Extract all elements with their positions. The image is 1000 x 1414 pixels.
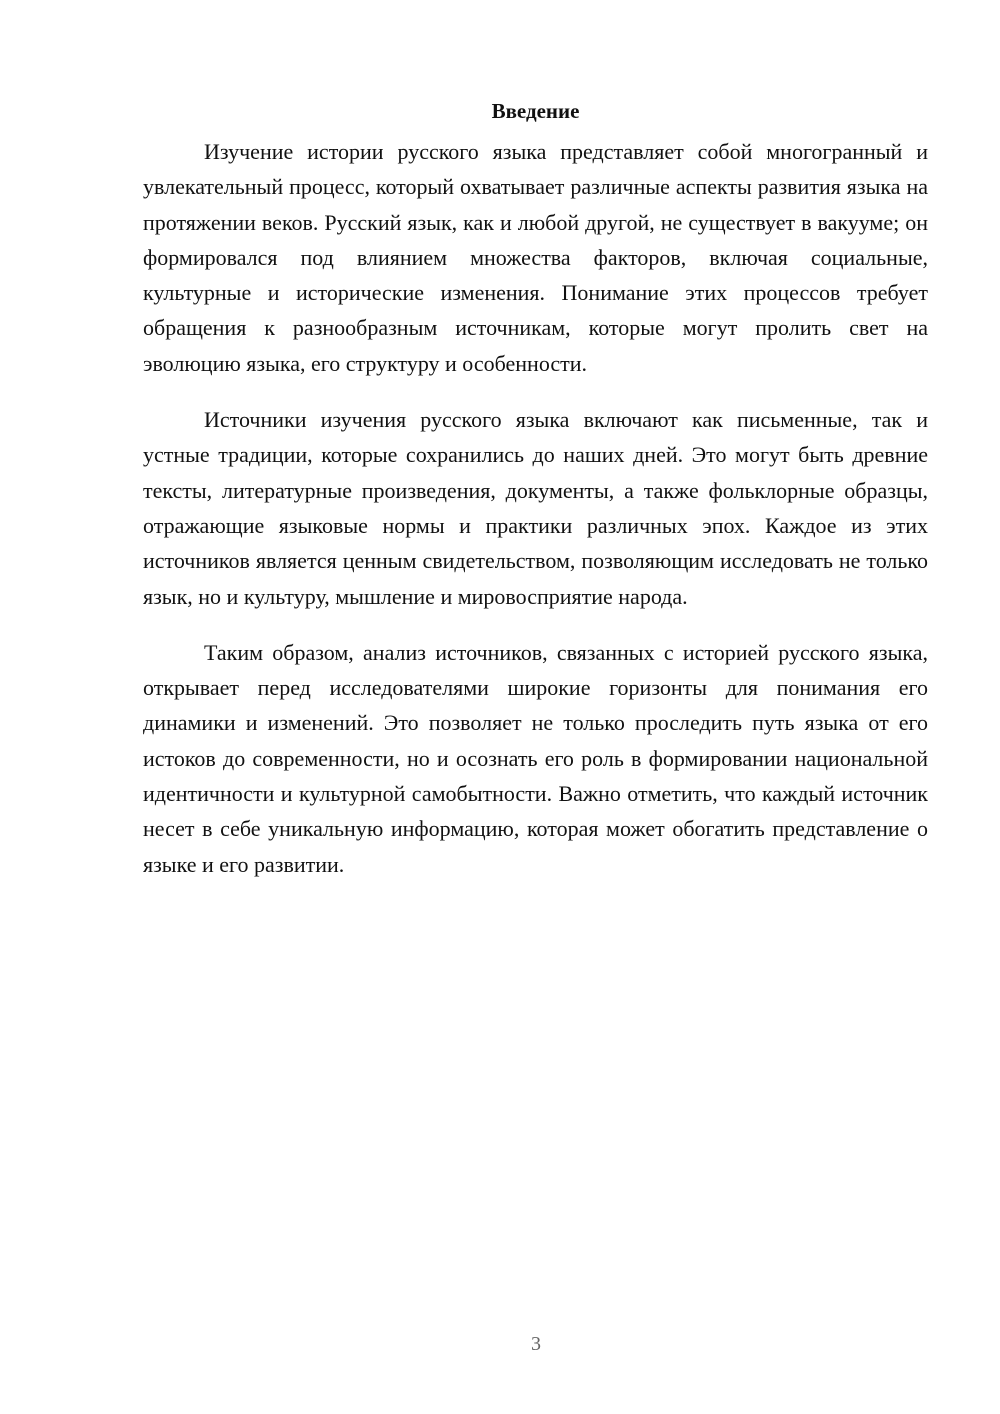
paragraph-2: Источники изучения русского языка включают как письменные, так и устные традиции, которые сохранились до наших дней. Это могут быть древние тексты, литературные произведения, документы, а также фольклорные образцы, отражающие языковые нормы и практики различных эпох. Каждое из этих источников является ценным свидетельством, позволяющим исследовать не только язык, но и культуру, мышление и мировосприятие народа. <box>143 407 928 609</box>
paragraph-3: Таким образом, анализ источников, связанных с историей русского языка, открывает перед исследователями широкие горизонты для понимания его динамики и изменений. Это позволяет не только проследить путь языка от его истоков до современности, но и осознать его роль в формировании национальной идентичности и культурной самобытности. Важно отметить, что каждый источник несет в себе уникальную информацию, которая может обогатить представление о языке и его развитии. <box>143 639 928 877</box>
paragraph-1: Изучение истории русского языка представляет собой многогранный и увлекательный процесс, который охватывает различные аспекты развития языка на протяжении веков. Русский язык, как и любой другой, не существует в вакууме; он формировался под влиянием множества факторов, включая социальные, культурные и исторические изменения. Понимание этих процессов требует обращения к разнообразным источникам, которые могут пролить свет на эволюцию языка, его структуру и особенности. <box>143 139 928 376</box>
page-number: 3 <box>531 1333 541 1355</box>
page-content <box>143 96 928 903</box>
page-title: Введение <box>491 99 580 123</box>
